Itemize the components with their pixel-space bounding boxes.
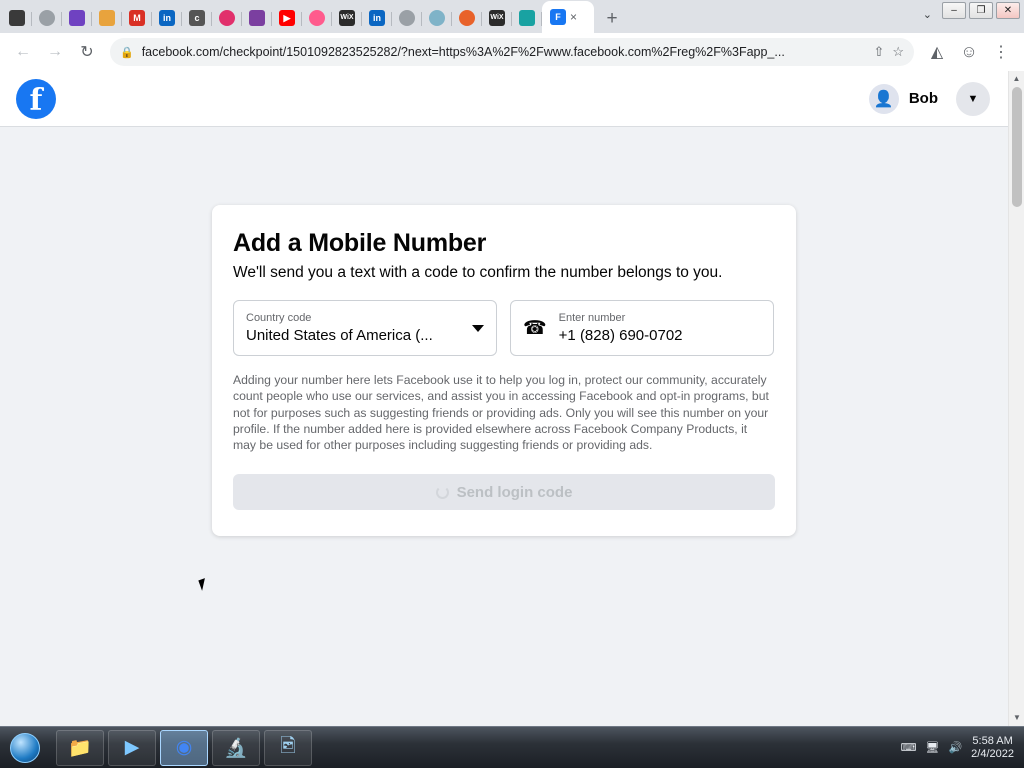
phone-number-value: +1 (828) 690-0702	[558, 328, 683, 343]
loading-spinner-icon	[436, 486, 449, 499]
tab-favicon-circle-teal	[429, 10, 445, 26]
browser-tab[interactable]	[152, 3, 182, 33]
tab-favicon-wix: WiX	[339, 10, 355, 26]
taskbar-utility[interactable]: 🔬	[212, 730, 260, 766]
tab-favicon-circle-dark	[9, 10, 25, 26]
start-orb-icon	[10, 733, 40, 763]
tab-list-chevron-icon[interactable]: ⌄	[922, 9, 932, 21]
browser-tab[interactable]	[362, 3, 392, 33]
add-mobile-number-card	[212, 205, 796, 536]
taskbar-items	[56, 730, 312, 766]
tab-favicon-linkedin: in	[369, 10, 385, 26]
side-panel-icon[interactable]: ◭	[930, 44, 944, 61]
user-name: Bob	[908, 90, 938, 107]
page-title: Add a Mobile Number	[233, 229, 487, 257]
tab-favicon-globe-gray	[399, 10, 415, 26]
send-login-code-label: Send login code	[456, 483, 573, 501]
minimize-button[interactable]: –	[942, 2, 966, 19]
address-bar[interactable]	[110, 38, 914, 66]
browser-toolbar	[0, 33, 1024, 71]
browser-tab[interactable]	[92, 3, 122, 33]
start-button[interactable]	[2, 729, 48, 767]
tab-strip	[0, 0, 1024, 33]
browser-tab[interactable]	[32, 3, 62, 33]
tab-favicon-teal-camera	[519, 10, 535, 26]
taskbar-chrome[interactable]: ◉	[160, 730, 208, 766]
phone-icon: ☎	[523, 317, 547, 339]
tab-favicon-mail-red: M	[129, 10, 145, 26]
taskbar-media-player[interactable]: ▶	[108, 730, 156, 766]
browser-tab[interactable]	[482, 3, 512, 33]
phone-number-label: Enter number	[558, 312, 626, 324]
share-icon[interactable]: ⇧	[873, 44, 885, 59]
browser-tab[interactable]	[452, 3, 482, 33]
active-browser-tab-facebook[interactable]	[542, 1, 594, 33]
mouse-cursor	[198, 578, 208, 591]
browser-tab[interactable]	[122, 3, 152, 33]
chevron-down-icon[interactable]: ▼	[956, 82, 990, 116]
browser-tab[interactable]	[392, 3, 422, 33]
browser-tab[interactable]	[332, 3, 362, 33]
disclaimer-text: Adding your number here lets Facebook use it to help you log in, protect our community, accurately count people who use our services, and assist you in accessing Facebook and opt-in programs, but not for purposes such as suggesting friends or providing ads. Only you will see this number on your profile. If the number added here is provided elsewhere across Facebook Company Products, it may be used for other purposes including suggesting friends or providing ads.	[233, 373, 769, 453]
tray-volume-icon[interactable]: 🔊	[948, 742, 963, 754]
taskbar-clock[interactable]	[971, 735, 1014, 761]
windows-taskbar	[0, 726, 1024, 768]
tab-favicon-wix: WiX	[489, 10, 505, 26]
forward-icon[interactable]: →	[47, 43, 63, 60]
form-fields	[233, 300, 775, 356]
url-text: facebook.com/checkpoint/1501092823525282/?next=https%3A%2F%2Fwww.facebook.com%2Freg%2F%3Fapp_...	[141, 45, 785, 59]
card-subtitle: We'll send you a text with a code to confirm the number belongs to you.	[233, 264, 723, 281]
taskbar-explorer[interactable]: 📁	[56, 730, 104, 766]
scroll-down-icon[interactable]: ▼	[1013, 713, 1021, 722]
tab-favicon-orange-ring	[459, 10, 475, 26]
tray-keyboard-icon[interactable]: ⌨	[900, 742, 917, 754]
tab-close-icon[interactable]: ×	[570, 10, 578, 24]
tab-favicon-click: c	[189, 10, 205, 26]
tab-favicon-chart-purple	[249, 10, 265, 26]
country-code-value: United States of America (...	[246, 328, 433, 343]
avatar: 👤	[869, 84, 899, 114]
browser-tab[interactable]	[242, 3, 272, 33]
system-tray	[901, 735, 1024, 761]
chevron-down-icon[interactable]	[472, 325, 484, 332]
tab-favicon-youtube: ▶	[279, 10, 295, 26]
facebook-logo-icon[interactable]: f	[16, 79, 56, 119]
browser-tab[interactable]	[512, 3, 542, 33]
tab-favicon-globe-gray	[39, 10, 55, 26]
country-code-select[interactable]	[233, 300, 497, 356]
scrollbar-thumb[interactable]	[1012, 87, 1022, 207]
browser-tab[interactable]	[2, 3, 32, 33]
profile-avatar-icon[interactable]: ☺	[960, 42, 978, 61]
lock-icon: 🔒	[120, 46, 134, 59]
scroll-up-icon[interactable]: ▲	[1012, 74, 1021, 83]
toolbar-right-actions	[922, 37, 1016, 67]
tab-favicon-facebook: F	[550, 9, 566, 25]
browser-tab[interactable]	[182, 3, 212, 33]
clock-date: 2/4/2022	[971, 747, 1014, 760]
browser-tab[interactable]	[272, 3, 302, 33]
close-button[interactable]: ✕	[996, 2, 1020, 19]
tab-favicon-linkedin: in	[159, 10, 175, 26]
user-menu[interactable]	[869, 82, 990, 116]
tab-favicon-shield-purple	[69, 10, 85, 26]
browser-tab[interactable]	[302, 3, 332, 33]
back-icon[interactable]: ←	[15, 43, 31, 60]
chrome-menu-icon[interactable]: ⋮	[993, 44, 1009, 61]
bookmark-star-icon[interactable]: ☆	[892, 44, 904, 59]
tab-favicon-orange-doc	[99, 10, 115, 26]
facebook-header	[0, 71, 1008, 127]
new-tab-button[interactable]: +	[606, 8, 618, 29]
tab-favicon-heart-pink	[309, 10, 325, 26]
browser-tab[interactable]	[62, 3, 92, 33]
send-login-code-button[interactable]	[233, 474, 775, 510]
browser-tab[interactable]	[422, 3, 452, 33]
window-controls	[942, 2, 1020, 19]
tray-network-icon[interactable]: 🖥	[925, 742, 940, 754]
browser-tab[interactable]	[212, 3, 242, 33]
reload-icon[interactable]: ↻	[80, 44, 94, 61]
page-viewport	[0, 71, 1024, 726]
maximize-button[interactable]: ❐	[969, 2, 993, 19]
clock-time: 5:58 AM	[972, 734, 1013, 747]
country-code-label: Country code	[246, 312, 312, 324]
phone-number-input[interactable]	[510, 300, 774, 356]
tab-favicon-record-pink	[219, 10, 235, 26]
page-scrollbar[interactable]	[1008, 71, 1024, 726]
taskbar-image-viewer[interactable]: 🖻	[264, 730, 312, 766]
